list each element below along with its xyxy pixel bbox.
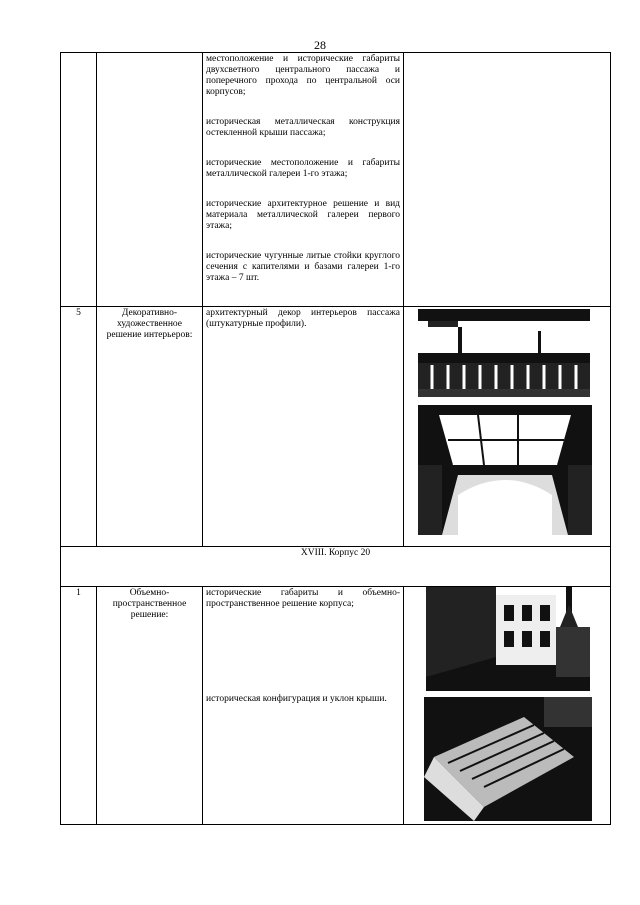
- interior-gallery-photo: [418, 309, 590, 397]
- requirements-cell: [203, 587, 404, 825]
- table-row: [61, 307, 611, 547]
- requirement-text: исторические местоположение и габариты металлической галереи 1-го этажа;: [206, 158, 400, 179]
- requirement-text: исторические габариты и объемно-пространственное решение корпуса;: [206, 588, 400, 609]
- requirement-text: местоположение и исторические габариты двухсветного центрального пассажа и поперечного прохода по центральной оси корпусов;: [206, 54, 400, 97]
- page-number: 28: [314, 38, 326, 52]
- num-cell: [61, 53, 97, 307]
- glass-roof-photo: [418, 405, 592, 535]
- requirements-cell: [203, 307, 404, 547]
- roof-photo: [424, 697, 592, 821]
- photo-cell: [404, 587, 611, 825]
- requirement-text: архитектурный декор интерьеров пассажа (штукатурные профили).: [206, 308, 400, 329]
- requirement-text: исторические архитектурное решение и вид материала металлической галереи первого этажа;: [206, 199, 400, 231]
- row-number: 1: [61, 587, 97, 825]
- requirement-text: историческая конфигурация и уклон крыши.: [206, 694, 387, 704]
- element-name: Объемно-пространственное решение:: [97, 587, 203, 825]
- protection-table: [60, 52, 611, 825]
- table-row: [61, 587, 611, 825]
- element-name: Декоративно-художественное решение интерьеров:: [97, 307, 203, 547]
- building-facade-photo: [426, 587, 590, 691]
- name-cell: [97, 53, 203, 307]
- requirements-cell: [203, 53, 404, 307]
- photo-cell: [404, 53, 611, 307]
- requirement-text: исторические чугунные литые стойки круглого сечения с капителями и базами галереи 1-го этажа – 7 шт.: [206, 251, 400, 283]
- photo-cell: [404, 307, 611, 547]
- section-title: XVIII. Корпус 20: [61, 547, 611, 587]
- row-number: 5: [61, 307, 97, 547]
- requirement-text: историческая металлическая конструкция остекленной крыши пассажа;: [206, 117, 400, 138]
- table-row: [61, 53, 611, 307]
- section-row: [61, 547, 611, 587]
